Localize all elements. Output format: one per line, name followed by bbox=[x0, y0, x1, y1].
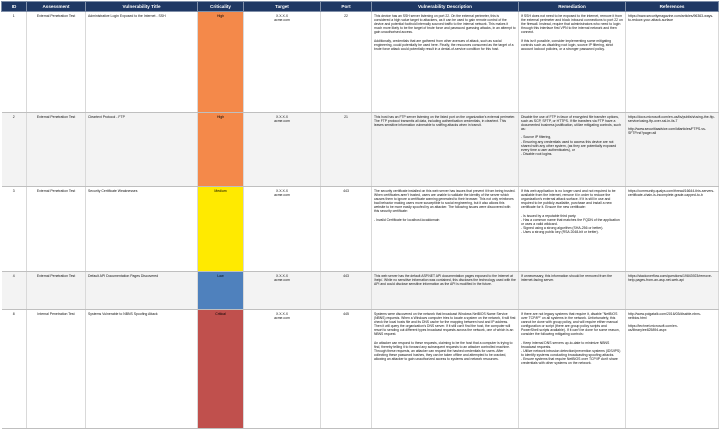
cell-vulnerability-title: Cleartext Protocol - FTP bbox=[86, 113, 198, 187]
column-header-id: ID bbox=[2, 2, 27, 12]
column-header-remediation: Remediation bbox=[519, 2, 626, 12]
cell-target: X.X.X.X acme.com bbox=[244, 272, 321, 310]
cell-references: https://stackoverflow.com/questions/19843923/remove-help-pages-from-an-asp-net-web-api bbox=[626, 272, 719, 310]
cell-remediation: If SSH does not need to be exposed to the internet, remove it from the external perimeter and block inbound connections to port 22 on the firewall. Instead, require that administrators who need to login through this interface first VPN to the internal network and then connect. If this isn't possible, consider implementing some mitigating controls such as disabling root login, source IP filtering, strict account lockout policies, or a stronger password policy. bbox=[519, 12, 626, 113]
column-header-vulnerability-description: Vulnerability Description bbox=[372, 2, 519, 12]
table-row bbox=[2, 12, 719, 113]
cell-target: X.X.X.X acme.com bbox=[244, 310, 321, 429]
criticality-badge: Medium bbox=[198, 187, 244, 272]
cell-id: 4 bbox=[2, 272, 27, 310]
criticality-badge: High bbox=[198, 113, 244, 187]
cell-remediation: Disable the use of FTP in favor of encrypted file transfer options, such as SCP, SFTP, or HTTPS. If file transfers via FTP have a documented business justification, utilize mitigating controls, such as: - Source IP filtering, - Ensuring any credentials used to access this device are not shared with any other system, (as they are potentially exposed every time a user authenticates), or - Disable root logins. bbox=[519, 113, 626, 187]
cell-vulnerability-description: This web server has the default ASP.NET API documentation pages exposed to the Internet at /help/. While no sensitive information was contained, this discloses the technology used with the API and could disclose sensitive information as the API is modified in the future. bbox=[372, 272, 519, 310]
cell-id: 3 bbox=[2, 187, 27, 272]
cell-target: X.X.X.X acme.com bbox=[244, 12, 321, 113]
column-header-criticality: Criticality bbox=[198, 2, 244, 12]
cell-id: 2 bbox=[2, 113, 27, 187]
cell-vulnerability-description: This device has an SSH server listening on port 22. On the external perimeter, this is considered a high value target to attackers, as it can be used to gain remote control of the device and potential foothold internally sourced traffic to the internal network. This makes it much more likely to be the target of brute force and password guessing attacks, in an attempt to gain unauthorised access. Additionally, credentials that are gathered from other avenues of attack, such as social engineering, could potentially be used here. Finally, the resources consumed as the target of a brute force attack could potentially result in a denial-of-service condition for this host. bbox=[372, 12, 519, 113]
cell-vulnerability-title: Administrative Login Exposed to the Internet - SSH bbox=[86, 12, 198, 113]
table-row bbox=[2, 272, 719, 310]
cell-vulnerability-description: This host has an FTP server listening on the listed port on the organization's external perimeter. The FTP protocol transmits all data, including authentication credentials, in cleartext. This leaves sensitive information vulnerable to sniffing attacks when in transit. bbox=[372, 113, 519, 187]
cell-assessment: External Penetration Test bbox=[27, 113, 86, 187]
cell-remediation: If unnecessary, this information should be removed from the internet-facing server. bbox=[519, 272, 626, 310]
column-header-vulnerability-title: Vulnerability Title bbox=[86, 2, 198, 12]
table-header-row bbox=[2, 2, 719, 12]
column-header-port: Port bbox=[321, 2, 372, 12]
cell-assessment: External Penetration Test bbox=[27, 272, 86, 310]
criticality-badge: Low bbox=[198, 272, 244, 310]
cell-references: https://community.qualys.com/thread/16644-this-servers-certificate-chain-is-incomplete-grade-capped-to-b bbox=[626, 187, 719, 272]
cell-references: https://docs.microsoft.com/en-us/iis/publish/using-the-ftp-service/using-ftp-over-ssl-in-iis-7 http://www.securitiaadvice.com/ldtarticles/FTPS-vs-SFTP.rst?page=all bbox=[626, 113, 719, 187]
cell-vulnerability-description: The security certificate installed on this web server has issues that prevent it from being trusted. When certificates aren't trusted, users are unable to validate the identity of the server which causes them to ignore a certificate warning generated to their browser. This not only reinforces bad behavior making users more susceptible to social engineering, but it also allows this website to be more easily spoofed by an attacker. The following issues were discovered with this security certificate: - Invalid Certificate for localhost.localdomain bbox=[372, 187, 519, 272]
table-row bbox=[2, 113, 719, 187]
cell-remediation: If there are not legacy systems that require it, disable "NetBIOS over TCP/IP" on all systems in the network. Unfortunately, this cannot be done with group policy, and will require either manual configuration or script (there are group policy scripts and PowerShell scripts available). If it can't be done for some reason, consider the following mitigating controls: - Keep internal DNS servers up-to-date to minimize NBNS broadcast requests. - Utilize network intrusion detection/prevention systems (IDS/IPS) to identify systems conducting broadcasting spoofing attacks. - Ensure systems that require NetBIOS over TCP/IP don't share credentials with other systems on the network. bbox=[519, 310, 626, 429]
cell-vulnerability-title: Security Certificate Weaknesses bbox=[86, 187, 198, 272]
table-row bbox=[2, 187, 719, 272]
cell-target: X.X.X.X acme.com bbox=[244, 187, 321, 272]
cell-port: 443 bbox=[321, 187, 372, 272]
column-header-references: References bbox=[626, 2, 719, 12]
cell-assessment: Internal Penetration Test bbox=[27, 310, 86, 429]
cell-port: 443 bbox=[321, 272, 372, 310]
cell-id: 1 bbox=[2, 12, 27, 113]
cell-target: X.X.X.X acme.com bbox=[244, 113, 321, 187]
cell-vulnerability-title: Default API Documentation Pages Discovered bbox=[86, 272, 198, 310]
vulnerability-table bbox=[1, 1, 719, 429]
cell-references: http://www.poigatalk.com/2016/03/disable-nbns-netbios.html https://technet.microsoft.com/en-us/library/ee825894.aspx bbox=[626, 310, 719, 429]
cell-port: 445 bbox=[321, 310, 372, 429]
criticality-badge: High bbox=[198, 12, 244, 113]
cell-references: https://www.securitymagazine.com/articles/96363-ways-to-reduce-your-attack-surface bbox=[626, 12, 719, 113]
table-row bbox=[2, 310, 719, 429]
cell-assessment: External Penetration Test bbox=[27, 187, 86, 272]
cell-remediation: If this web application is no longer used and not required to be available from the internet, remove it in order to reduce the organization's external attack surface. If it is still in use and required to be publicly available, purchase and install a new certificate for it. Ensure the new certificate: - Is issued by a reputable third party. - Has a common name that matches the FQDN of the application or uses a valid wildcard. - Signed using a strong algorithm (SHA-256 or better). - Uses a strong public key (RSA 2048-bit or better). bbox=[519, 187, 626, 272]
cell-vulnerability-description: Systems were discovered on the network that broadcast Windows NetBIOS Name Service (NBNS) requests. When a Windows computer tries to locate a system on the network, it will first check the local hosts file and its DNS cache for the mapping between host and IP address. Then it will query the organization's DNS server. If it still can't find the host, the computer will resort to sending out different types broadcast requests across the network, one of which is an NBNS request. An attacker can respond to these requests, claiming to be the host that a computer is trying to find, thereby telling it to forward any subsequent requests to an attacker controlled machine. Through these requests, an attacker can request the hashed credentials for users. After collecting these password hashes, they can be taken offline and attempted to be cracked, allowing an attacker to gain unauthorized access to systems and network resources. bbox=[372, 310, 519, 429]
column-header-assessment: Assessment bbox=[27, 2, 86, 12]
criticality-badge: Critical bbox=[198, 310, 244, 429]
cell-id: 8 bbox=[2, 310, 27, 429]
cell-port: 21 bbox=[321, 113, 372, 187]
column-header-target: Target bbox=[244, 2, 321, 12]
cell-vulnerability-title: Systems Vulnerable to NBNS Spoofing Attack bbox=[86, 310, 198, 429]
cell-assessment: External Penetration Test bbox=[27, 12, 86, 113]
cell-port: 22 bbox=[321, 12, 372, 113]
